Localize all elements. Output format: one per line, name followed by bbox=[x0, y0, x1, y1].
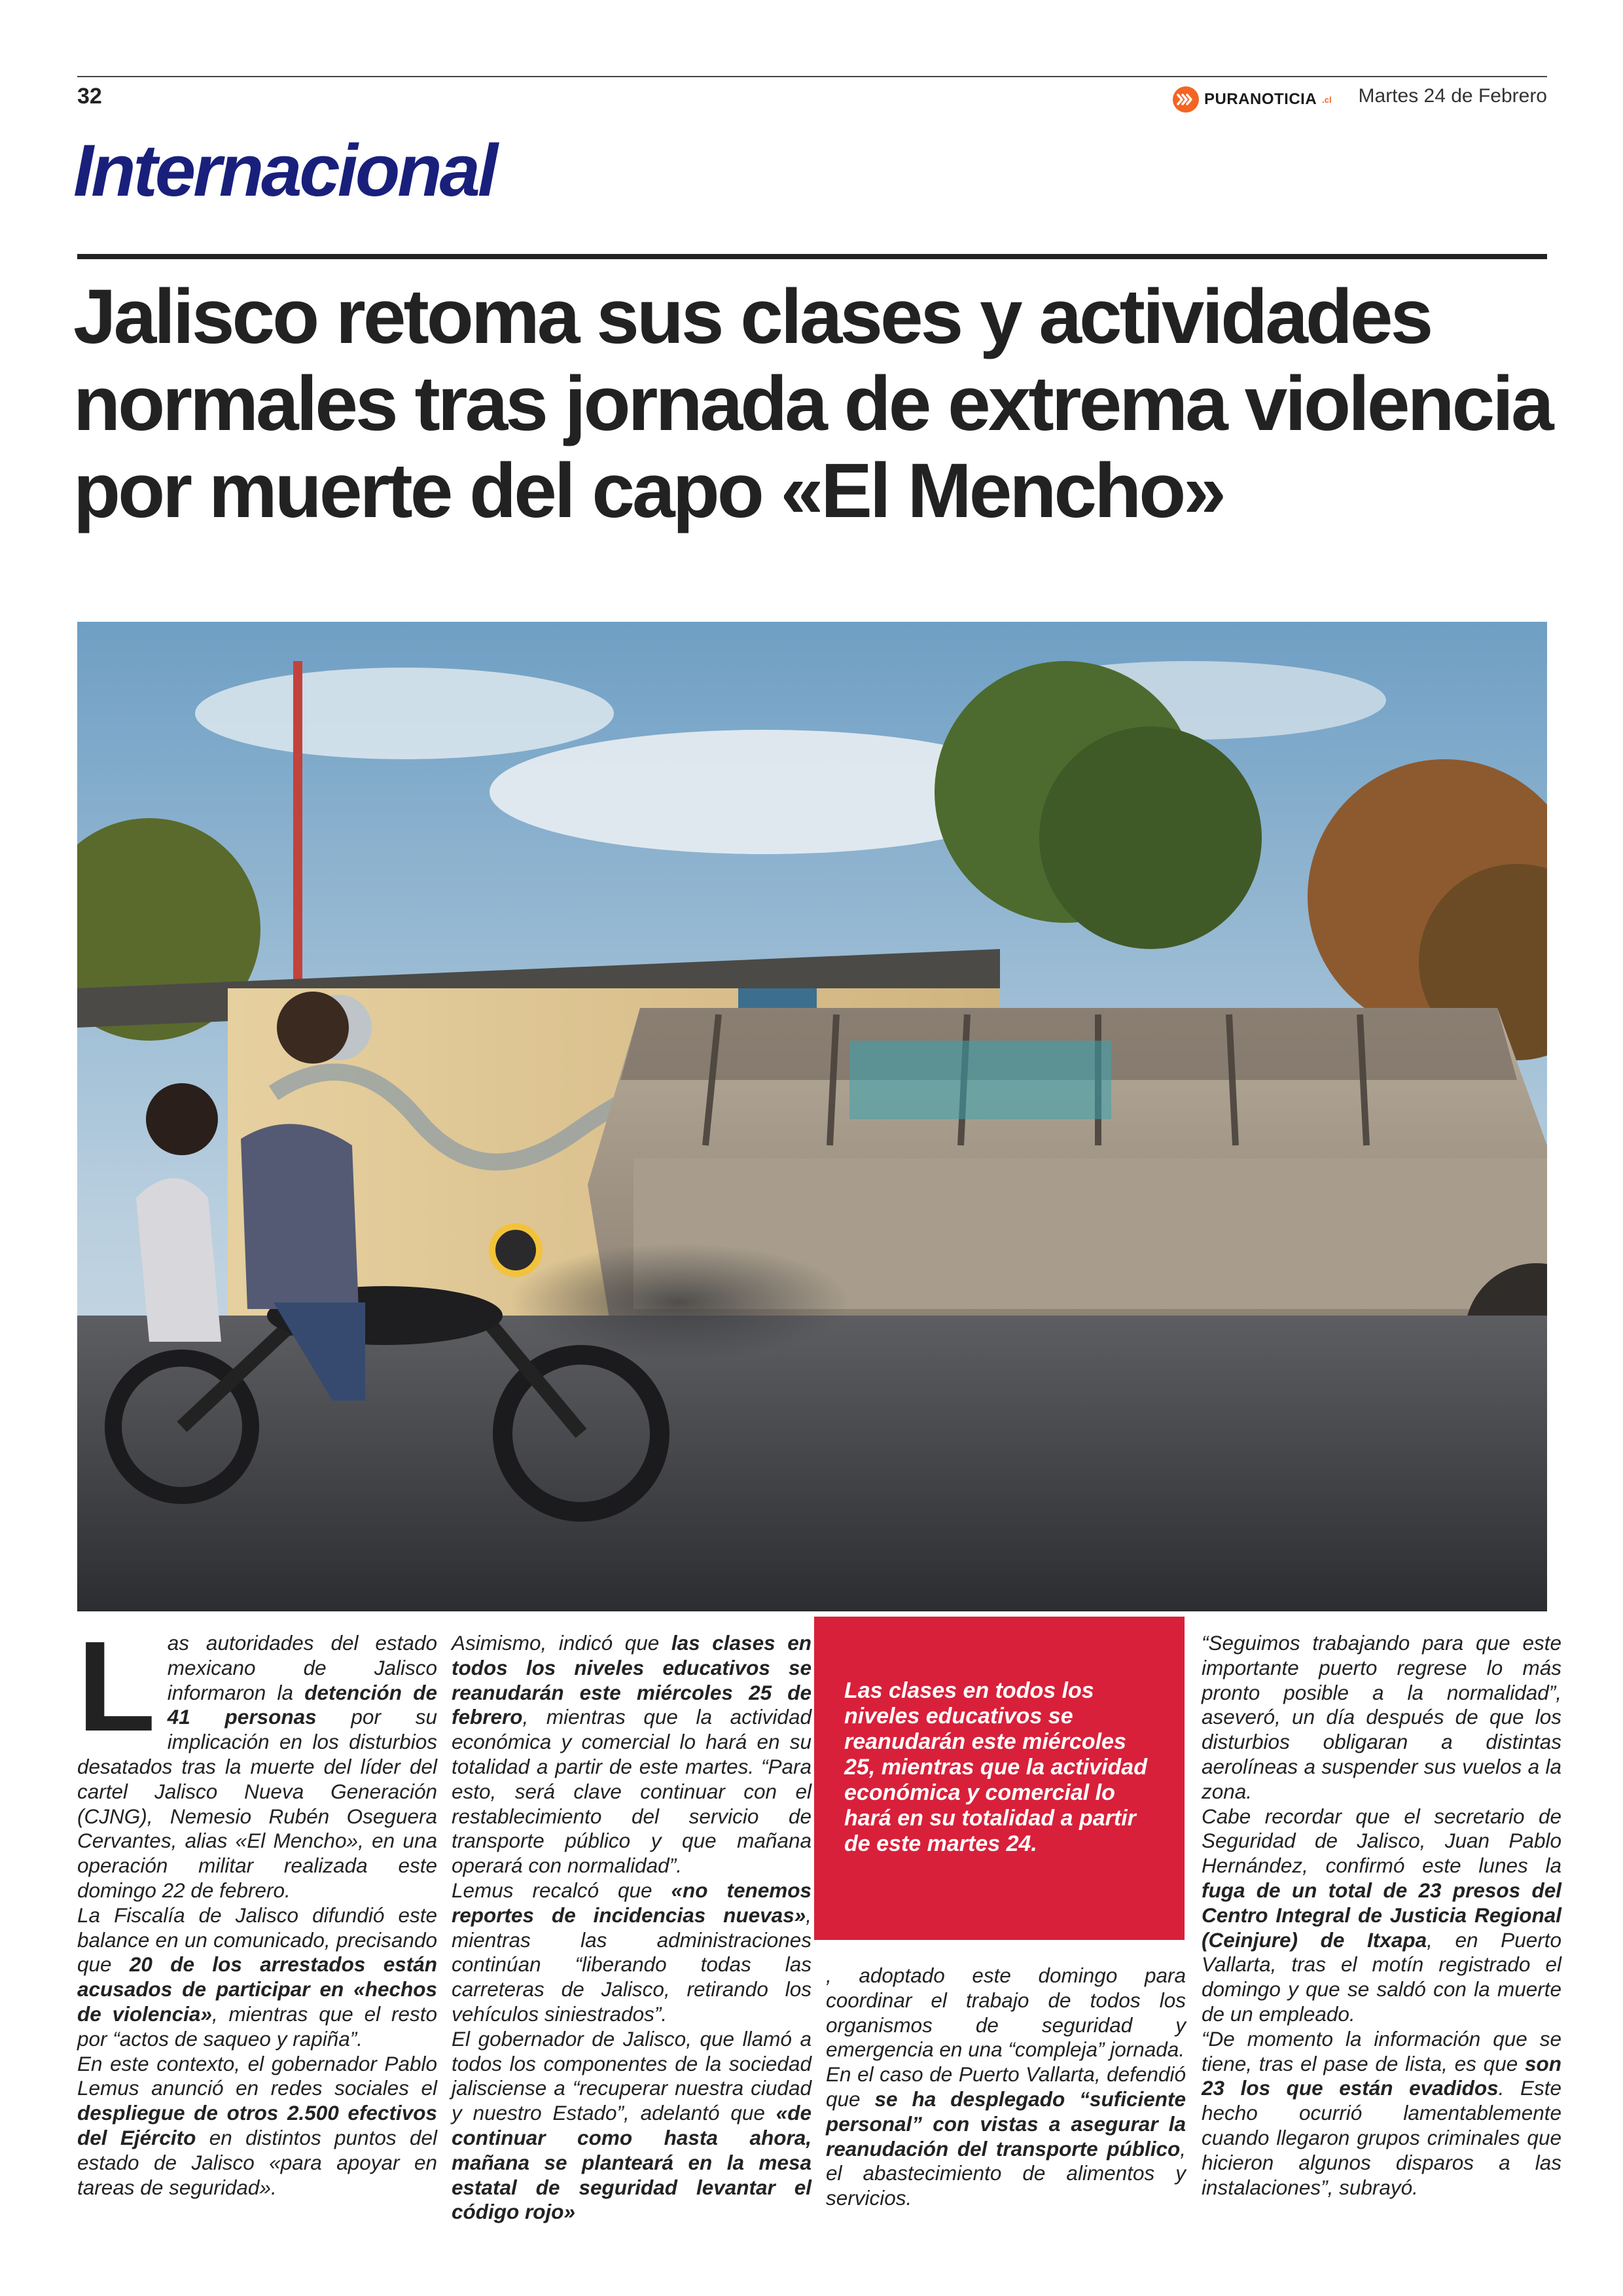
article-column-1 bbox=[77, 1615, 437, 2200]
paragraph: as autoridades del estado mexicano de Jalisco informaron la detención de 41 personas por su implicación en los disturbios desatados tras la muerte del líder del cartel Jalisco Nueva Generación (CJNG), Nemesio Rubén Oseguera Cervantes, alias «El Mencho», en una operación militar realizada este domingo 22 de febrero. bbox=[77, 1631, 437, 1902]
chevrons-icon bbox=[1173, 86, 1199, 113]
issue-date: Martes 24 de Febrero bbox=[1358, 85, 1547, 107]
paragraph: En este contexto, el gobernador Pablo Lemus anunció en redes sociales el despliegue de otros 2.500 efectivos del Ejército en distintos puntos del estado de Jalisco «para apoyar en tareas de seguridad». bbox=[77, 2051, 437, 2199]
section-title: Internacional bbox=[73, 130, 496, 211]
article-column-2 bbox=[452, 1631, 812, 2225]
article-column-3 bbox=[826, 1964, 1186, 2211]
paragraph: Cabe recordar que el secretario de Seguridad de Jalisco, Juan Pablo Hernández, confirmó este lunes la fuga de un total de 23 presos del Centro Integral de Justicia Regional (Ceinjure) de Itxapa, en Puerto Vallarta, tras el motín registrado el domingo y que se saldó con la muerte de un empleado. bbox=[1202, 1804, 1561, 2026]
paragraph: Lemus recalcó que «no tenemos reportes de incidencias nuevas», mientras las administraciones continúan “liberando todas las carreteras de Jalisco, retirando los vehículos siniestrados”. bbox=[452, 1878, 812, 2026]
pull-quote bbox=[814, 1617, 1185, 1940]
drop-cap: L bbox=[77, 1615, 156, 1758]
paragraph: La Fiscalía de Jalisco difundió este balance en un comunicado, precisando que 20 de los arrestados están acusados de participar en «hechos de violencia», mientras que el resto por “actos de saqueo y rapiña”. bbox=[77, 1903, 437, 2051]
brand-logo bbox=[1173, 85, 1332, 114]
article-photo bbox=[77, 622, 1547, 1611]
paragraph: , adoptado este domingo para coordinar el trabajo de todos los organismos de seguridad y emergencia en una “compleja” jornada. bbox=[826, 1964, 1186, 2062]
brand-tld: .cl bbox=[1322, 94, 1332, 105]
paragraph: “De momento la información que se tiene, tras el pase de lista, es que son 23 los que están evadidos. Este hecho ocurrió lamentablemente cuando llegaron grupos criminales que hicieron algunos disparos a las instalaciones”, subrayó. bbox=[1202, 2026, 1561, 2199]
headline: Jalisco retoma sus clases y actividades normales tras jornada de extrema violencia por muerte del capo «El Mencho» bbox=[73, 274, 1552, 534]
article-column-4 bbox=[1202, 1631, 1561, 2200]
headline-rule bbox=[77, 254, 1547, 259]
paragraph: En el caso de Puerto Vallarta, defendió que se ha desplegado “suficiente personal” con vistas a asegurar la reanudación del transporte público, el abastecimiento de alimentos y servicios. bbox=[826, 2062, 1186, 2210]
brand-name: PURANOTICIA bbox=[1204, 90, 1317, 108]
pull-quote-text: Las clases en todos los niveles educativos se reanudarán este miércoles 25, mientras que la actividad económica y comercial lo hará en su totalidad a partir de este martes 24. bbox=[844, 1678, 1147, 1856]
page-number: 32 bbox=[77, 84, 102, 109]
paragraph: Asimismo, indicó que las clases en todos los niveles educativos se reanudarán este miércoles 25 de febrero, mientras que la actividad económica y comercial lo hará en su totalidad a partir de este martes. “Para esto, será clave continuar con el restablecimiento del servicio de transporte público y que mañana operará con normalidad”. bbox=[452, 1631, 812, 1878]
top-rule bbox=[77, 76, 1547, 77]
paragraph: “Seguimos trabajando para que este importante puerto regrese lo más pronto posible a la normalidad”, aseveró, un día después de que los disturbios obligaran a distintas aerolíneas a suspender sus vuelos a la zona. bbox=[1202, 1631, 1561, 1803]
paragraph: El gobernador de Jalisco, que llamó a todos los componentes de la sociedad jalisciense a “recuperar nuestra ciudad y nuestro Estado”, adelantó que «de continuar como hasta ahora, mañana se planteará en la mesa estatal de seguridad levantar el código rojo» bbox=[452, 2026, 812, 2224]
